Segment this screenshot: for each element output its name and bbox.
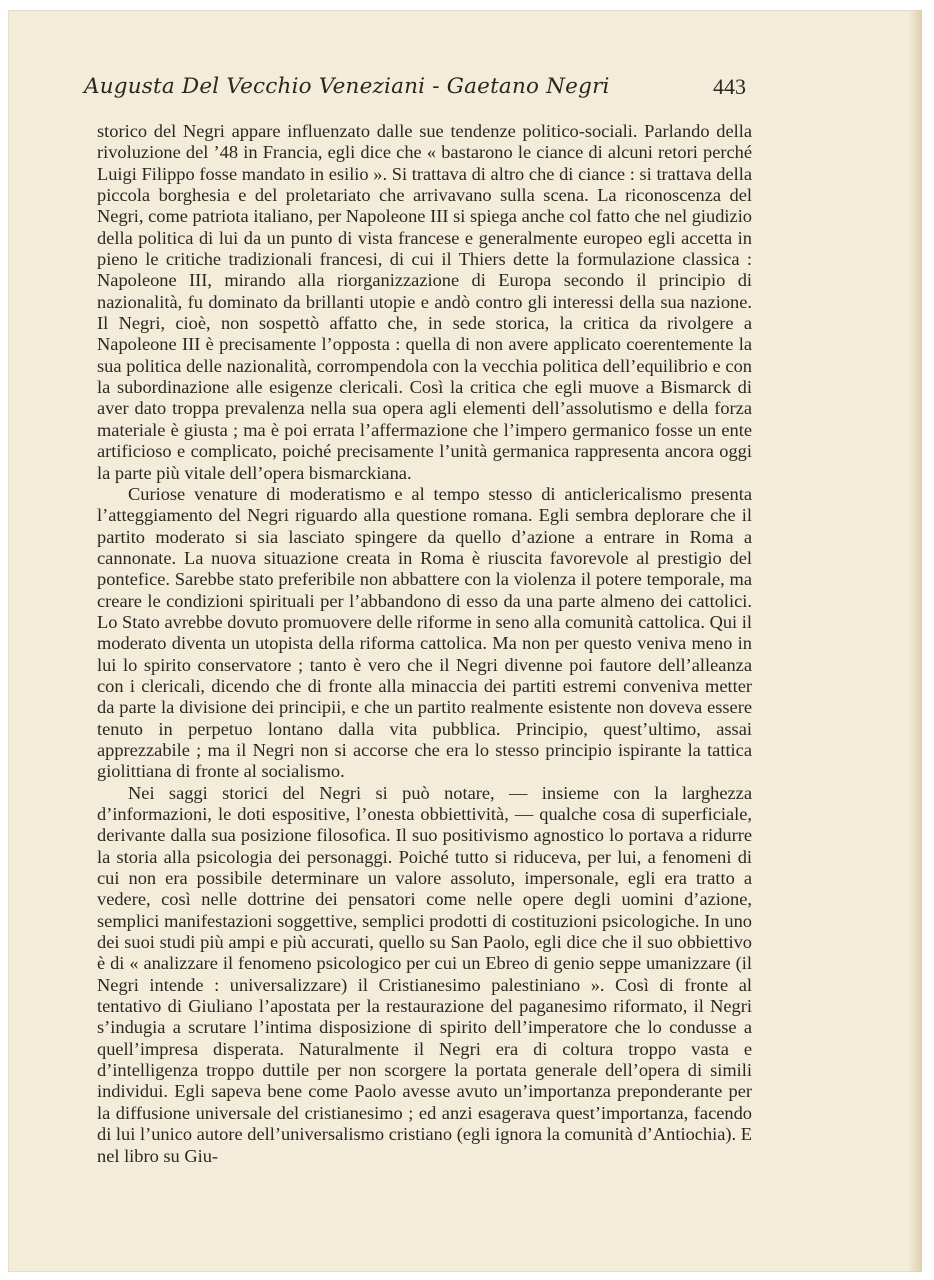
page-edge-shadow (908, 10, 922, 1272)
body-text (97, 121, 752, 1167)
paragraph: Nei saggi storici del Negri si può notare, — insieme con la larghezza d’informazioni, le doti espositive, l’onesta obbiettività, — qualche cosa di superficiale, derivante dalla sua posizione filosofica. Il suo positivismo agnostico lo portava a ridurre la storia alla psicologia dei personaggi. Poiché tutto si riduceva, per lui, a fenomeni di cui non era possibile determinare un valore assoluto, impersonale, egli era tratto a vedere, così nelle dottrine dei pensatori come nelle opere degli uomini d’azione, semplici manifestazioni soggettive, semplici prodotti di costituzioni psicologiche. In uno dei suoi studi più ampi e più accurati, quello su San Paolo, egli dice che il suo obbiettivo è di « analizzare il fenomeno psicologico per cui un Ebreo di genio seppe umanizzare (il Negri intende : universalizzare) il Cristianesimo palestiniano ». Così di fronte al tentativo di Giuliano l’apostata per la restaurazione del paganesimo riformato, il Negri s’indugia a scrutare l’intima disposizione di spirito dell’imperatore che lo condusse a quell’impresa disperata. Naturalmente il Negri era di coltura troppo vasta e d’intelligenza troppo duttile per non scorgere la portata generale dell’opera di simili individui. Egli sapeva bene come Paolo avesse avuto un’importanza preponderante per la diffusione universale del cristianesimo ; ed anzi esagerava quest’importanza, facendo di lui l’unico autore dell’universalismo cristiano (egli ignora la comunità d’Antiochia). E nel libro su Giu- (97, 782, 752, 1166)
paragraph: storico del Negri appare influenzato dalle sue tendenze politico-sociali. Parlando della rivoluzione del ’48 in Francia, egli dice che « bastarono le ciance di alcuni retori perché Luigi Filippo fosse mandato in esilio ». Si trattava di altro che di ciance : si trattava della piccola borghesia e del proletariato che arrivavano sulla scena. La riconoscenza del Negri, come patriota italiano, per Napoleone III si spiega anche col fatto che nel giudizio della politica di lui da un punto di vista francese e generalmente europeo egli accetta in pieno le critiche tradizionali francesi, di cui il Thiers dette la formulazione classica : Napoleone III, mirando alla riorganizzazione di Europa secondo il principio di nazionalità, fu dominato da brillanti utopie e andò contro gli interessi della sua nazione. Il Negri, cioè, non sospettò affatto che, in sede storica, la critica da rivolgere a Napoleone III è precisamente l’opposta : quella di non avere applicato coerentemente la sua politica delle nazionalità, corrompendola con la vecchia politica dell’equilibrio e con la subordinazione alle esigenze clericali. Così la critica che egli muove a Bismarck di aver dato troppa prevalenza nella sua opera agli elementi dell’assolutismo e della forza materiale è giusta ; ma è poi errata l’affermazione che l’impero germanico fosse un ente artificioso e complicato, poiché precisamente l’unità germanica rappresenta ancora oggi la parte più vitale dell’opera bismarckiana. (97, 121, 752, 483)
running-title: Augusta Del Vecchio Veneziani - Gaetano Negri (84, 74, 610, 99)
paragraph: Curiose venature di moderatismo e al tempo stesso di anticlericalismo presenta l’atteggiamento del Negri riguardo alla questione romana. Egli sembra deplorare che il partito moderato si sia lasciato spingere da quello d’azione a entrare in Roma a cannonate. La nuova situazione creata in Roma è riuscita favorevole al prestigio del pontefice. Sarebbe stato preferibile non abbattere con la violenza il potere temporale, ma creare le condizioni spirituali per l’abbandono di esso da una parte almeno dei cattolici. Lo Stato avrebbe dovuto promuovere delle riforme in seno alla comunità cattolica. Qui il moderato diventa un utopista della riforma cattolica. Ma non per questo veniva meno in lui lo spirito conservatore ; tanto è vero che il Negri divenne poi fautore dell’alleanza con i clericali, dicendo che di fronte alla minaccia dei partiti estremi conveniva metter da parte la divisione dei principii, e che un partito realmente esistente non doveva essere tenuto in perpetuo lontano dalla vita pubblica. Principio, quest’ultimo, assai apprezzabile ; ma il Negri non si accorse che era lo stesso principio ispirante la tattica giolittiana di fronte al socialismo. (97, 483, 752, 782)
page-number: 443 (713, 74, 746, 99)
page-header (84, 72, 746, 106)
